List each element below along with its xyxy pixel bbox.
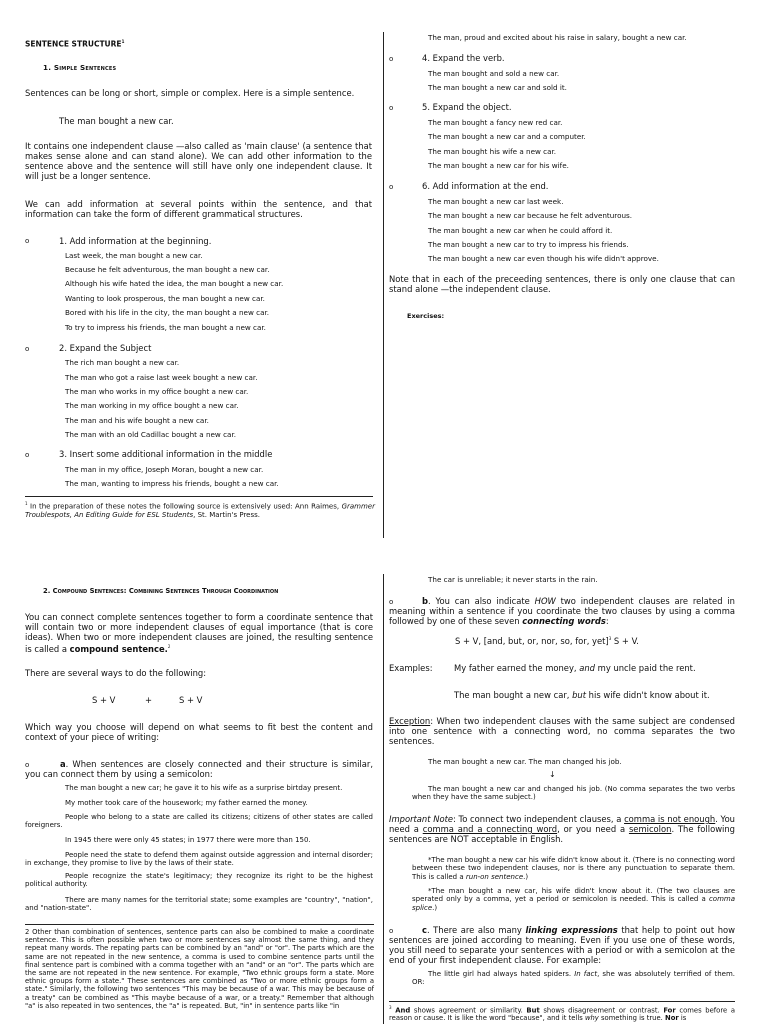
list-item: Wanting to look prosperous, the man bought a new car. [65,294,265,303]
column-divider [383,574,384,1024]
example-sentence: My father earned the money, and my uncle paid the rent. [454,663,696,673]
footnote: $^1$ In the preparation of these notes the following source is extensively used: Ann Raimes, Grammer Troublespots, An Editing Guide for ESL Students, St. Martin's Press. [25,501,375,519]
footnote: $^3$ And shows agreement or similarity. But shows disagreement or contrast. For comes before a reason or cause. It is like the word "because", and it tells why something is true. Nor is [389,1005,735,1023]
bullet-icon: o [389,104,394,112]
list-item: The man bought a new car and a computer. [428,132,586,141]
paragraph: Which way you choose will depend on what seems to fit best the content and context of your piece of writing: [25,722,373,742]
bullet-icon: o [389,183,394,191]
list-item: The man, wanting to impress his friends, bought a new car. [65,479,279,488]
list-item: The man and his wife bought a new car. [65,416,209,425]
list-item: Last week, the man bought a new car. [65,251,203,260]
list-item: The man bought a new car; he gave it to his wife as a surprise birtday present. [65,784,343,792]
bullet-icon: o [25,761,30,769]
bullet-icon: o [25,345,30,353]
paragraph: Note that in each of the preceeding sentences, there is only one clause that can stand alone —the independent clause. [389,274,735,294]
list-item: The man bought a new car when he could afford it. [428,226,613,235]
list-item: The man with an old Cadillac bought a new car. [65,430,237,439]
list-item: Bored with his life in the city, the man bought a new car. [65,308,270,317]
list-item: People who belong to a state are called its citizens; citizens of other states are called foreigners. [25,813,373,830]
section-heading: 1. Simple Sentences [43,63,117,72]
list-item: My mother took care of the housework; my father earned the money. [65,799,308,807]
footnote-rule [389,1001,735,1002]
list-item: To try to impress his friends, the man bought a new car. [65,323,266,332]
list-item: People need the state to defend them against outside aggression and internal disorder; in exchange, they promise to live by the laws of their state. [25,851,373,868]
footnote-rule [25,496,373,497]
list-item: The rich man bought a new car. [65,358,180,367]
intro-text: Sentences can be long or short, simple or complex. Here is a simple sentence. [25,88,355,98]
list-item: The man who works in my office bought a new car. [65,387,249,396]
list-item: The man bought a fancy new red car. [428,118,563,127]
list-item: The man bought his wife a new car. [428,147,557,156]
bullet-icon: o [389,598,394,606]
list-item: The man who got a raise last week bought a new car. [65,373,258,382]
example-sentence: The man bought a new car. The man changed his job. [428,757,622,766]
list-item: The car is unreliable; it never starts in the rain. [428,575,598,584]
section-heading: 2. Compound Sentences: Combining Sentences Through Coordination [43,587,279,595]
list-item: The man in my office, Joseph Moran, bought a new car. [65,465,264,474]
bullet-icon: o [389,55,394,63]
footnote-rule [25,924,374,925]
paragraph: a. When sentences are closely connected and their structure is similar, you can connect them by using a semicolon: [25,759,373,779]
list-item: The man bought a new car even though his wife didn't approve. [428,254,659,263]
paragraph: Exception: When two independent clauses with the same subject are condensed into one sentence with a connecting word, no comma separates the two sentences. [389,716,735,746]
examples-label: Examples: [389,663,433,673]
example-sentence: The man bought a new car. [59,116,174,126]
list-item: People recognize the state's legitimacy; they recognize its right to be the highest political authority. [25,872,373,889]
example-sentence: The man bought a new car, but his wife didn't know about it. [454,690,710,700]
bullet-icon: o [25,451,30,459]
list-item: The man working in my office bought a new car. [65,401,239,410]
list-item: The man bought a new car and sold it. [428,83,567,92]
paragraph: b. You can also indicate HOW two independent clauses are related in meaning within a sentence if you coordinate the two clauses by using a comma followed by one of these seven connecting words: [389,596,735,626]
list-item: The man bought and sold a new car. [428,69,560,78]
example-sentence: *The man bought a new car, his wife didn't know about it. (The two clauses are sperated only by a comma, yet a period or semicolon is needed. This is called a comma splice.) [412,887,735,912]
formula-part: S + V [179,695,203,705]
list-title: 1. Add information at the beginning. [59,236,212,246]
list-item: Although his wife hated the idea, the man bought a new car. [65,279,284,288]
list-item: The man bought a new car last week. [428,197,564,206]
list-title: 4. Expand the verb. [422,53,505,63]
paragraph: It contains one independent clause —also called as 'main clause' (a sentence that makes sense alone and can stand alone). We can add other information to the sentence above and the sentence will still have only one independent clause. It will just be a longer sentence. [25,141,372,181]
list-item: The man bought a new car for his wife. [428,161,569,170]
formula: S + V, [and, but, or, nor, so, for, yet]$^3$ S + V. [455,636,639,646]
bullet-icon: o [389,927,394,935]
arrow-down-icon: ↓ [549,770,556,779]
list-item: The man, proud and excited about his raise in salary, bought a new car. [428,33,687,42]
formula-plus: + [145,695,153,705]
list-item: There are many names for the territorial state; some examples are "country", "nation", and "nation-state". [25,896,373,913]
list-title: 3. Insert some additional information in the middle [59,449,273,459]
list-item: In 1945 there were only 45 states; in 1977 there were more than 150. [65,836,311,844]
list-title: 5. Expand the object. [422,102,512,112]
paragraph: There are several ways to do the following: [25,668,207,678]
list-item: The man bought a new car because he felt adventurous. [428,211,633,220]
list-title: 2. Expand the Subject [59,343,152,353]
paragraph: c. There are also many linking expressions that help to point out how sentences are joined according to meaning. Even if you use one of these words, you still need to separate your sentences with a period or with a semicolon at the end of your first independent clause. For example: [389,925,735,965]
page-heading: SENTENCE STRUCTURE$^1$ [25,39,125,49]
example-sentence: The little girl had always hated spiders. In fact, she was absolutely terrified of them. OR: [412,970,735,987]
list-item: The man bought a new car to try to impress his friends. [428,240,629,249]
list-item: Because he felt adventurous, the man bought a new car. [65,265,270,274]
bullet-icon: o [25,237,30,245]
column-divider [383,32,384,538]
footnote: 2 Other than combination of sentences, sentence parts can also be combined to make a coordinate sentence. This is often possible when two or more sentences say almost the same thing, and they repeat many words. The repating parts can be combined by an "and" or "or". The parts which are the same are not repeated in the new sentence, a comma is used to combine sentence parts until the final sentence part is combined with a comma together with an "and" or an "or". The parts which are the same are not repeated in the new sentence. For example, "Two ethnic groups form a state. More ethnic groups form a state." These sentences are combined as "Two or more ethnic groups form a state." Similarly, the following two sentences "This may be because of a war. This may be because of a treaty" can be combined as "This maybe because of a war, or a treaty." Remember that although "a" is also repeated in two sentences, the "a" is repeated. But, "in" in sentence parts like "in [25,928,374,1010]
formula-part: S + V [92,695,116,705]
paragraph: Important Note: To connect two independent clauses, a comma is not enough. You need a comma and a connecting word, or you need a semicolon. The following sentences are NOT acceptable in English. [389,814,735,844]
example-sentence: The man bought a new car and changed his job. (No comma separates the two verbs when they have the same subject.) [412,785,735,802]
exercises-heading: Exercises: [407,312,445,320]
example-sentence: *The man bought a new car his wife didn't know about it. (There is no connecting word between these two independent clauses, nor is there any punctuation to separate them. This is called a run-on sentence.) [412,856,735,881]
list-title: 6. Add information at the end. [422,181,549,191]
paragraph: You can connect complete sentences together to form a coordinate sentence that will contain two or more independent clauses of equal importance (that is core ideas). When two or more independent clauses are joined, the resulting sentence is called a compound sentence.$^2$ [25,612,373,654]
paragraph: We can add information at several points within the sentence, and that information can take the form of different grammatical structures. [25,199,372,219]
